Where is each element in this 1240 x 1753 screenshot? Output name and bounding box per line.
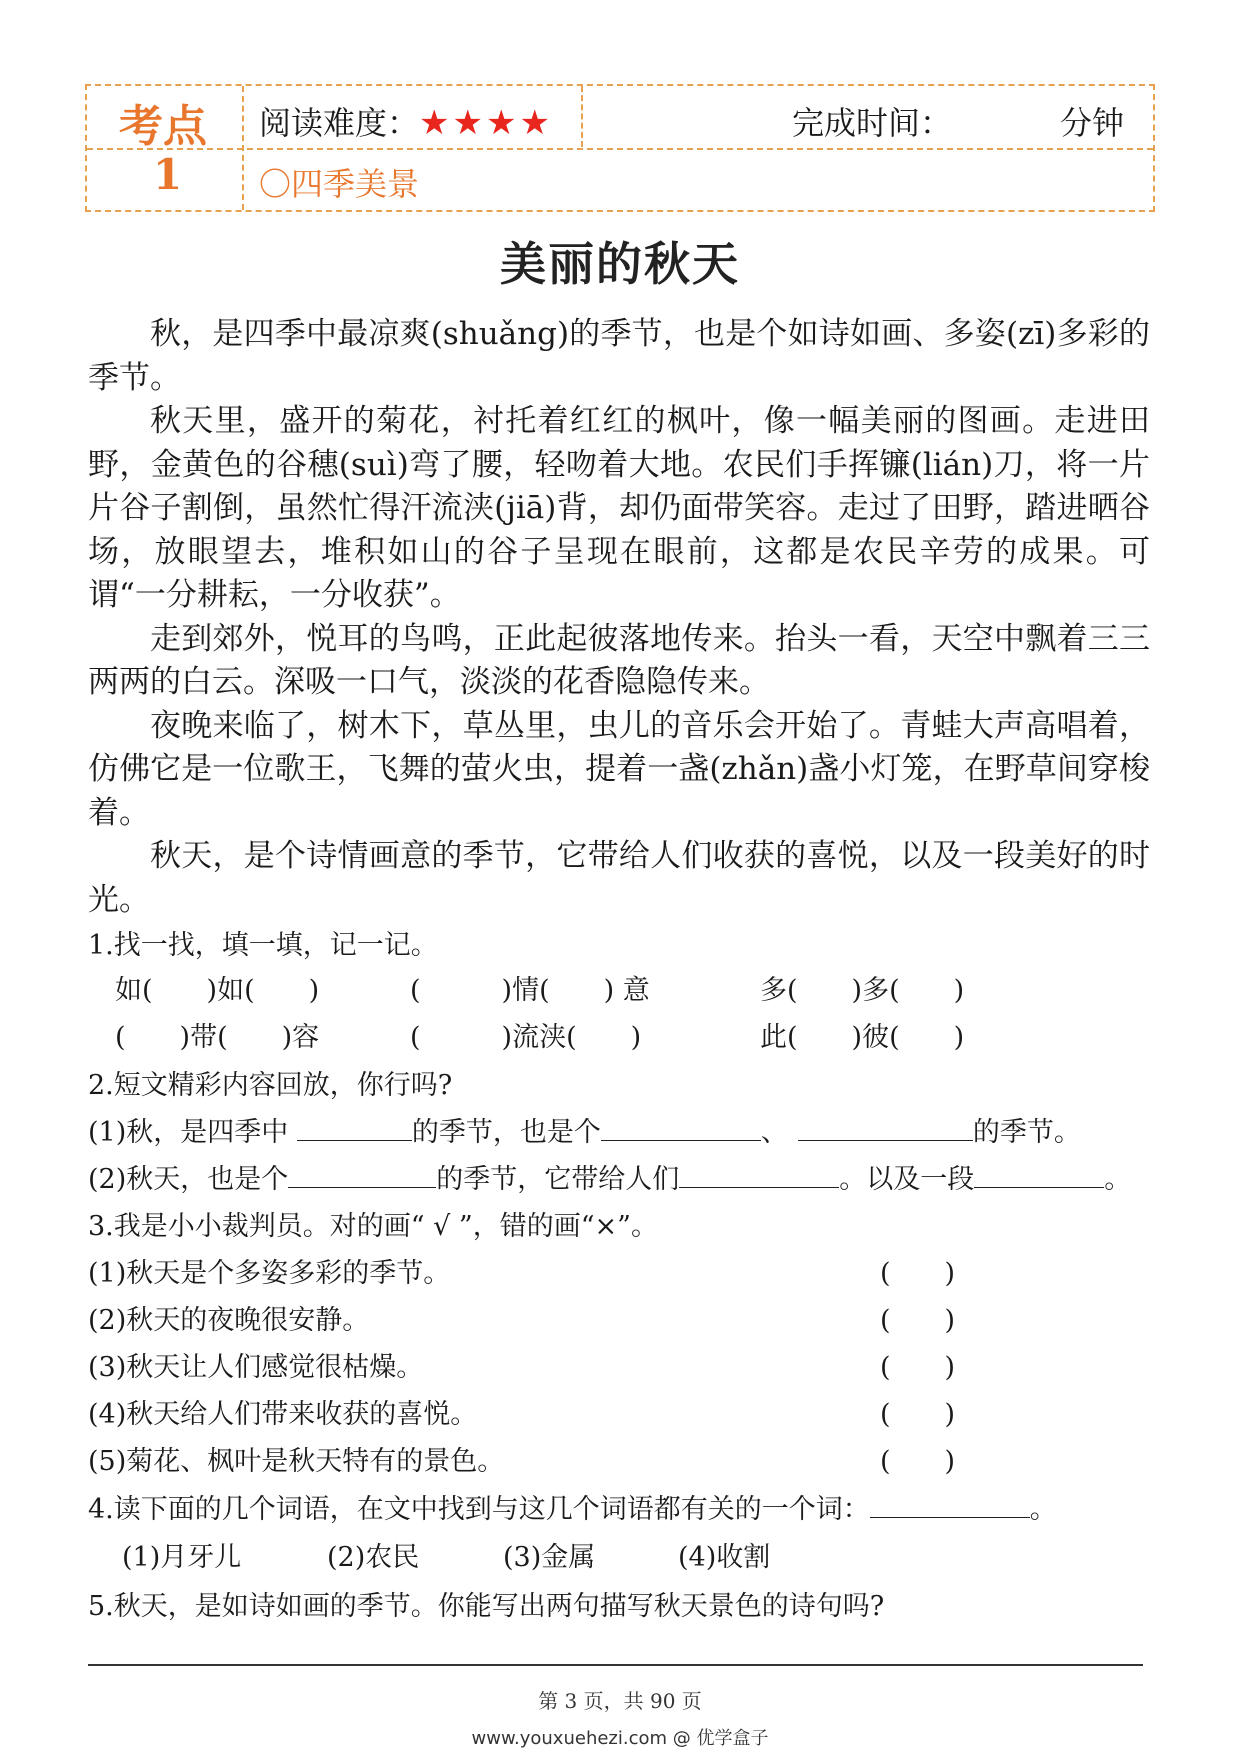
- answer-blank[interactable]: [870, 1495, 1030, 1518]
- q1-fill-item: ( )情( ) 意: [410, 975, 650, 1006]
- passage: [88, 313, 1150, 922]
- q2-text: (2)秋天，也是个: [88, 1164, 289, 1195]
- footer-divider: [88, 1664, 1143, 1666]
- q2-line-1: [88, 1110, 1081, 1149]
- q3-answer-paren[interactable]: ( ): [880, 1305, 956, 1336]
- answer-blank[interactable]: [679, 1165, 839, 1188]
- article-title: 美丽的秋天: [500, 237, 740, 291]
- q3-answer-paren[interactable]: ( ): [880, 1258, 956, 1289]
- difficulty-stars: ★★★★: [419, 103, 553, 143]
- paragraph: 秋，是四季中最凉爽(shuǎng)的季节，也是个如诗如画、多姿(zī)多彩的季节。: [88, 316, 1150, 396]
- q4-word: (4)收割: [678, 1542, 771, 1573]
- paragraph: 走到郊外，悦耳的鸟鸣，正此起彼落地传来。抬头一看，天空中飘着三三两两的白云。深吸一口气，淡淡的花香隐隐传来。: [88, 620, 1150, 700]
- site-watermark: www.youxuehezi.com @ 优学盒子: [471, 1728, 769, 1749]
- question-4: [88, 1487, 1057, 1526]
- q2-text: 的季节，它带给人们: [436, 1164, 680, 1195]
- q3-statement: (1)秋天是个多姿多彩的季节。: [88, 1258, 451, 1289]
- q4-end: 。: [1029, 1494, 1057, 1525]
- time-label: 完成时间：: [792, 104, 953, 142]
- header-divider: [87, 148, 1153, 150]
- answer-blank[interactable]: [601, 1118, 761, 1141]
- q2-text: (1)秋，是四季中: [88, 1117, 289, 1148]
- difficulty-label: 阅读难度：: [259, 104, 420, 142]
- page-number: 第 3 页，共 90 页: [538, 1689, 702, 1713]
- answer-blank[interactable]: [288, 1165, 436, 1188]
- q1-fill-item: 如( )如( ): [115, 975, 320, 1006]
- kaodian-number: 1: [153, 150, 183, 199]
- q3-answer-paren[interactable]: ( ): [880, 1446, 956, 1477]
- paragraph: 秋天里，盛开的菊花，衬托着红红的枫叶，像一幅美丽的图画。走进田野，金黄色的谷穗(suì)弯了腰，轻吻着大地。农民们手挥镰(lián)刀，将一片片谷子割倒，虽然忙得汗流浃(jiā)背，却仍面带笑容。走过了田野，踏进晒谷场，放眼望去，堆积如山的谷子呈现在眼前，这都是农民辛劳的成果。可谓“一分耕耘，一分收获”。: [88, 403, 1150, 613]
- answer-blank[interactable]: [798, 1118, 973, 1141]
- paragraph: 夜晚来临了，树木下，草丛里，虫儿的音乐会开始了。青蛙大声高唱着，仿佛它是一位歌王，飞舞的萤火虫，提着一盏(zhǎn)盏小灯笼，在野草间穿梭着。: [88, 707, 1150, 831]
- difficulty-row: [259, 98, 553, 144]
- q1-fill-item: ( )流浃( ): [410, 1022, 642, 1053]
- q3-statement: (5)菊花、枫叶是秋天特有的景色。: [88, 1446, 505, 1477]
- time-unit: 分钟: [1060, 104, 1125, 142]
- topic-label: 〇四季美景: [259, 165, 420, 203]
- q2-text: 的季节，也是个: [411, 1117, 601, 1148]
- q2-text: 、: [760, 1117, 788, 1148]
- q3-answer-paren[interactable]: ( ): [880, 1399, 956, 1430]
- kaodian-label: 考点: [119, 101, 207, 152]
- q1-fill-item: ( )带( )容: [115, 1022, 320, 1053]
- q2-line-2: [88, 1157, 1131, 1196]
- q4-word: (3)金属: [503, 1542, 596, 1573]
- q3-answer-paren[interactable]: ( ): [880, 1352, 956, 1383]
- question-1-title: 1.找一找，填一填，记一记。: [88, 930, 438, 961]
- q4-word: (1)月牙儿: [122, 1542, 242, 1573]
- q3-statement: (2)秋天的夜晚很安静。: [88, 1305, 370, 1336]
- question-5-title: 5.秋天，是如诗如画的季节。你能写出两句描写秋天景色的诗句吗?: [88, 1591, 885, 1622]
- question-2-title: 2.短文精彩内容回放，你行吗?: [88, 1070, 453, 1101]
- q4-word: (2)农民: [327, 1542, 420, 1573]
- q1-fill-item: 此( )彼( ): [760, 1022, 965, 1053]
- q1-fill-item: 多( )多( ): [760, 975, 965, 1006]
- header-divider: [581, 86, 583, 147]
- q2-text: 。以及一段: [839, 1164, 975, 1195]
- question-3-title: 3.我是小小裁判员。对的画“ √ ”，错的画“×”。: [88, 1211, 658, 1242]
- q3-statement: (4)秋天给人们带来收获的喜悦。: [88, 1399, 478, 1430]
- q3-statement: (3)秋天让人们感觉很枯燥。: [88, 1352, 424, 1383]
- question-4-title: 4.读下面的几个词语，在文中找到与这几个词语都有关的一个词：: [88, 1494, 870, 1525]
- answer-blank[interactable]: [297, 1118, 412, 1141]
- paragraph: 秋天，是个诗情画意的季节，它带给人们收获的喜悦，以及一段美好的时光。: [88, 838, 1150, 918]
- header-box: [85, 84, 1155, 212]
- q2-text: 的季节。: [972, 1117, 1081, 1148]
- answer-blank[interactable]: [974, 1165, 1104, 1188]
- q2-text: 。: [1104, 1164, 1132, 1195]
